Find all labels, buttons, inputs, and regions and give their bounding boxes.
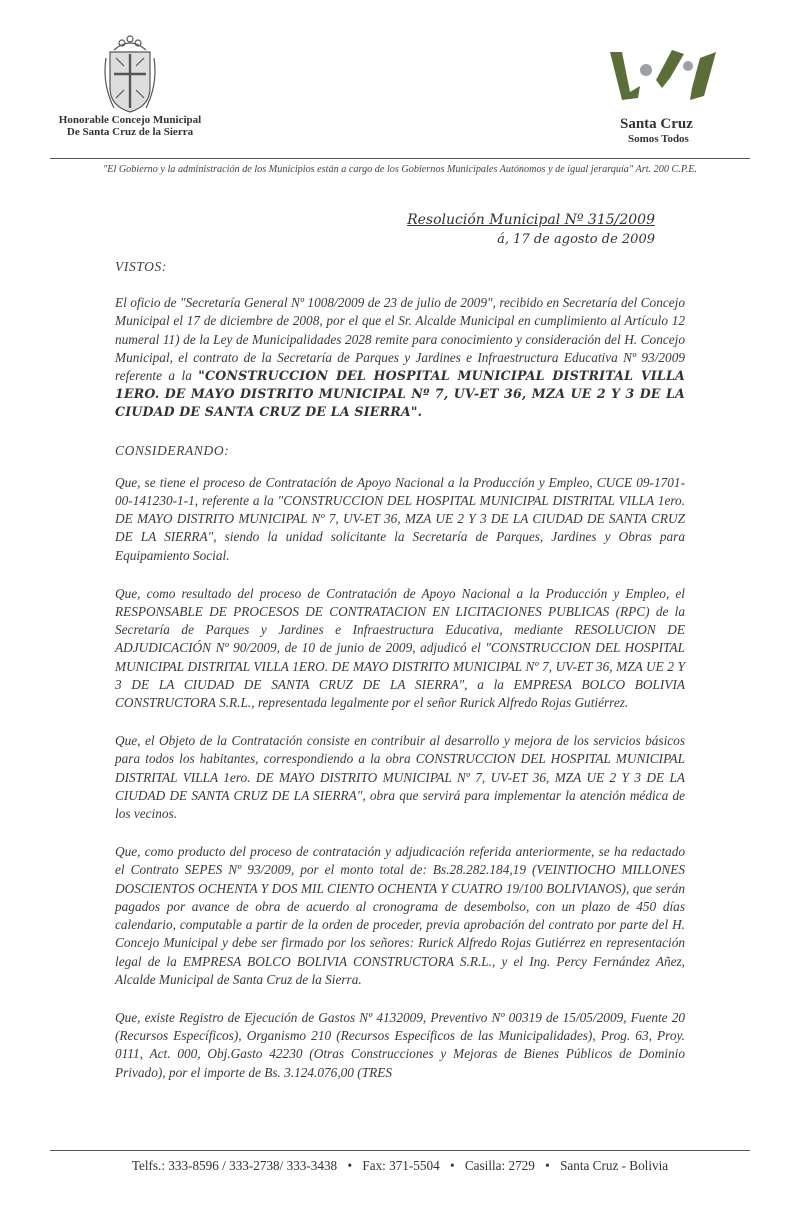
vistos-text: El oficio de "Secretaría General Nº 1008/2009 de 23 de julio de 2009", recibido en Secretaría del Concejo Municipal el 17 de diciembre de 2008, por el que el Sr. Alcalde Municipal en cumplimiento al Artículo 12 numeral 11) de la Ley de Municipalidades 2028 remite para conocimiento y consideración del H. Concejo Municipal, el contrato de la Secretaría de Parques y Jardines e Infraestructura Educativa Nº 93/2009 referente a la xyxy=(115,295,685,384)
resolution-title: Resolución Municipal Nº 315/2009 xyxy=(407,212,655,228)
org-line-1: Honorable Concejo Municipal xyxy=(58,114,202,126)
footer-fax: Fax: 371-5504 xyxy=(362,1158,440,1173)
footer-separator: • xyxy=(449,1158,455,1173)
document-body xyxy=(115,232,685,1102)
vistos-heading: VISTOS: xyxy=(115,259,167,274)
considerando-paragraph: Que, como resultado del proceso de Contratación de Apoyo Nacional a la Producción y Empleo, el RESPONSABLE DE PROCESOS DE CONTRATACION EN LICITACIONES PUBLICAS (RPC) de la Secretaría de Parques y Jardines e Infraestructura Educativa, mediante RESOLUCION DE ADJUDICACIÓN Nº 90/2009, de 10 de junio de 2009, adjudicó el "CONSTRUCCION DEL HOSPITAL MUNICIPAL DISTRITAL VILLA 1ERO. DE MAYO DISTRITO MUNICIPAL Nº 7, UV-ET 36, MZA UE 2 Y 3 DE LA CIUDAD DE SANTA CRUZ DE LA SIERRA", a la EMPRESA BOLCO BOLIVIA CONSTRUCTORA S.R.L., representada legalmente por el señor Rurick Alfredo Rojas Gutiérrez. xyxy=(115,585,685,711)
org-line-2: De Santa Cruz de la Sierra xyxy=(66,126,194,138)
considerando-paragraph: Que, existe Registro de Ejecución de Gastos Nº 4132009, Preventivo Nº 00319 de 15/05/2009, Fuente 20 (Recursos Específicos), Organismo 210 (Recursos Específicos de las Municipalidades), Prog. 63, Proy. 0111, Act. 000, Obj.Gasto 42230 (Otras Construcciones y Mejoras de Bienes Públicos de Dominio Privado), por el importe de Bs. 3.124.076,00 (TRES xyxy=(115,1009,685,1080)
footer-casilla: Casilla: 2729 xyxy=(464,1158,535,1173)
footer-city: Santa Cruz - Bolivia xyxy=(560,1158,669,1173)
header-divider xyxy=(50,158,750,159)
footer-contact xyxy=(0,1158,800,1174)
logo-text: Santa Cruz xyxy=(620,116,693,132)
considerando-paragraph: Que, se tiene el proceso de Contratación de Apoyo Nacional a la Producción y Empleo, CUCE 09-1701-00-141230-1-1, referente a la "CONSTRUCCION DEL HOSPITAL MUNICIPAL DISTRITAL VILLA 1ero. DE MAYO DISTRITO MUNICIPAL Nº 7, UV-ET 36, MZA UE 2 Y 3 DE LA CIUDAD DE SANTA CRUZ DE LA SIERRA", siendo la unidad solicitante la Secretaría de Parques, Jardines y Obras para Equipamiento Social. xyxy=(115,474,685,563)
constitutional-motto: "El Gobierno y la administración de los Municipios están a cargo de los Gobiernos Municipales Autónomos y de igual jerarquía" Art. 200 C.P.E. xyxy=(102,164,698,175)
logo-tagline: Somos Todos xyxy=(628,133,689,145)
coat-of-arms-icon xyxy=(100,28,160,116)
resolution-date: á, 17 de agosto de 2009 xyxy=(497,232,655,247)
footer-separator: • xyxy=(347,1158,353,1173)
organization-name xyxy=(40,114,220,138)
footer-phones: Telfs.: 333-8596 / 333-2738/ 333-3438 xyxy=(131,1158,338,1173)
footer-divider xyxy=(50,1150,750,1151)
footer-separator: • xyxy=(545,1158,550,1173)
vistos-project-title: "CONSTRUCCION DEL HOSPITAL MUNICIPAL DISTRITAL VILLA 1ERO. DE MAYO DISTRITO MUNICIPAL Nº 7, UV-ET 36, MZA UE 2 Y 3 DE LA CIUDAD DE SANTA CRUZ DE LA SIERRA". xyxy=(115,368,685,420)
vistos-paragraph xyxy=(115,294,685,421)
considerando-paragraph: Que, como producto del proceso de contratación y adjudicación referida anteriormente, se ha redactado el Contrato SEPES Nº 93/2009, por el monto total de: Bs.28.282.184,19 (VEINTIOCHO MILLONES DOSCIENTOS OCHENTA Y DOS MIL CIENTO OCHENTA Y CUATRO 19/100 BOLIVIANOS), que serán pagados por avance de obra de acuerdo al cronograma de desembolso, con un plazo de 450 días calendario, computable a partir de la orden de proceder, previa aprobación del contrato por parte del H. Concejo Municipal y debe ser firmado por los señores: Rurick Alfredo Rojas Gutiérrez en representación legal de la EMPRESA BOLCO BOLIVIA CONSTRUCTORA S.R.L., y el Ing. Percy Fernández Añez, Alcalde Municipal de Santa Cruz de la Sierra. xyxy=(115,844,685,987)
considerando-paragraph: Que, el Objeto de la Contratación consiste en contribuir al desarrollo y mejora de los servicios básicos para todos los habitantes, correspondiendo a la obra CONSTRUCCION DEL HOSPITAL MUNICIPAL DISTRITAL VILLA 1ero. DE MAYO DISTRITO MUNICIPAL Nº 7, UV-ET 36, MZA UE 2 Y 3 DE LA CIUDAD DE SANTA CRUZ DE LA SIERRA", obra que servirá para implementar la atención médica de los vecinos. xyxy=(115,733,685,822)
santa-cruz-logo xyxy=(600,48,730,148)
considerando-heading: CONSIDERANDO: xyxy=(115,442,230,458)
